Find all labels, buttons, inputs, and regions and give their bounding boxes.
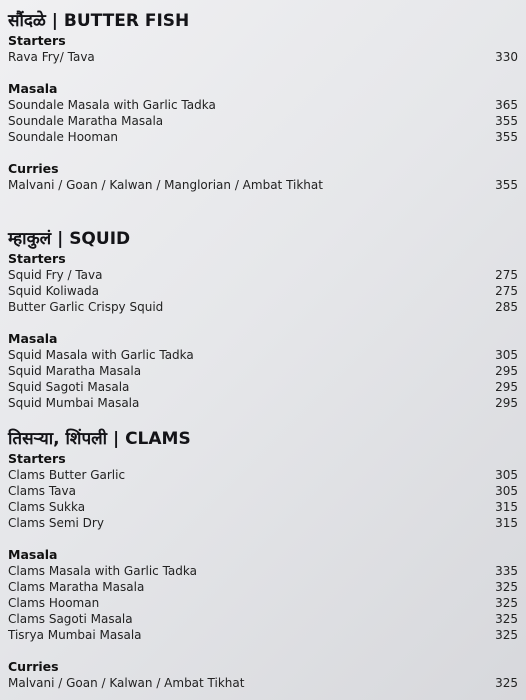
item-name: Clams Masala with Garlic Tadka [8,564,197,578]
menu-item [8,347,518,363]
item-price: 305 [495,468,518,482]
item-name: Clams Maratha Masala [8,580,145,594]
item-name: Squid Sagoti Masala [8,380,130,394]
item-name: Squid Masala with Garlic Tadka [8,348,194,362]
item-name: Soundale Hooman [8,130,119,144]
item-name: Rava Fry/ Tava [8,50,95,64]
menu-item [8,499,518,515]
item-name: Clams Butter Garlic [8,468,126,482]
group-heading: Starters [8,251,66,266]
section-title: म्हाकुलं | SQUID [8,229,131,249]
menu-group [8,161,518,193]
item-name: Butter Garlic Crispy Squid [8,300,164,314]
menu-item [8,611,518,627]
item-name: Clams Sagoti Masala [8,612,133,626]
menu-item [8,177,518,193]
menu-item [8,267,518,283]
item-name: Squid Fry / Tava [8,268,103,282]
group-heading: Starters [8,451,66,466]
group-heading: Curries [8,659,59,674]
menu-item [8,49,518,65]
menu-item [8,675,518,691]
section-title: तिसऱ्या, शिंपली | CLAMS [8,429,191,449]
item-price: 305 [495,348,518,362]
menu-section [8,428,518,691]
item-price: 295 [495,364,518,378]
section-title: सौंदळे | BUTTER FISH [8,11,190,31]
item-name: Squid Koliwada [8,284,100,298]
item-name: Malvani / Goan / Kalwan / Ambat Tikhat [8,676,245,690]
menu-item [8,579,518,595]
menu-item [8,483,518,499]
item-name: Clams Sukka [8,500,86,514]
item-price: 325 [495,580,518,594]
group-heading: Masala [8,81,58,96]
group-heading: Starters [8,33,66,48]
item-price: 365 [495,98,518,112]
item-price: 325 [495,676,518,690]
menu-group [8,81,518,145]
menu-item [8,113,518,129]
item-price: 295 [495,396,518,410]
item-price: 325 [495,628,518,642]
menu-item [8,363,518,379]
menu-section [8,10,518,193]
item-price: 355 [495,130,518,144]
item-name: Squid Maratha Masala [8,364,142,378]
menu-item [8,395,518,411]
item-price: 315 [495,516,518,530]
menu-group [8,659,518,691]
menu-item [8,563,518,579]
item-price: 330 [495,50,518,64]
group-heading: Masala [8,547,58,562]
item-price: 315 [495,500,518,514]
item-price: 355 [495,114,518,128]
item-price: 295 [495,380,518,394]
menu-item [8,467,518,483]
item-name: Malvani / Goan / Kalwan / Manglorian / Ambat Tikhat [8,178,323,192]
item-name: Soundale Masala with Garlic Tadka [8,98,216,112]
menu-item [8,129,518,145]
menu-item [8,97,518,113]
menu-item [8,283,518,299]
item-price: 325 [495,612,518,626]
item-price: 285 [495,300,518,314]
item-name: Clams Hooman [8,596,100,610]
item-price: 275 [495,284,518,298]
menu-item [8,627,518,643]
item-price: 305 [495,484,518,498]
group-heading: Masala [8,331,58,346]
menu-item [8,515,518,531]
item-name: Clams Semi Dry [8,516,104,530]
item-price: 355 [495,178,518,192]
item-name: Soundale Maratha Masala [8,114,164,128]
menu-item [8,379,518,395]
menu-group [8,547,518,643]
item-price: 335 [495,564,518,578]
item-price: 325 [495,596,518,610]
menu-item [8,595,518,611]
item-name: Clams Tava [8,484,76,498]
item-price: 275 [495,268,518,282]
menu-section [8,228,518,411]
menu-group [8,331,518,411]
item-name: Tisrya Mumbai Masala [8,628,142,642]
menu-item [8,299,518,315]
menu-group [8,451,518,531]
item-name: Squid Mumbai Masala [8,396,140,410]
menu-group [8,251,518,315]
group-heading: Curries [8,161,59,176]
menu-group [8,33,518,65]
